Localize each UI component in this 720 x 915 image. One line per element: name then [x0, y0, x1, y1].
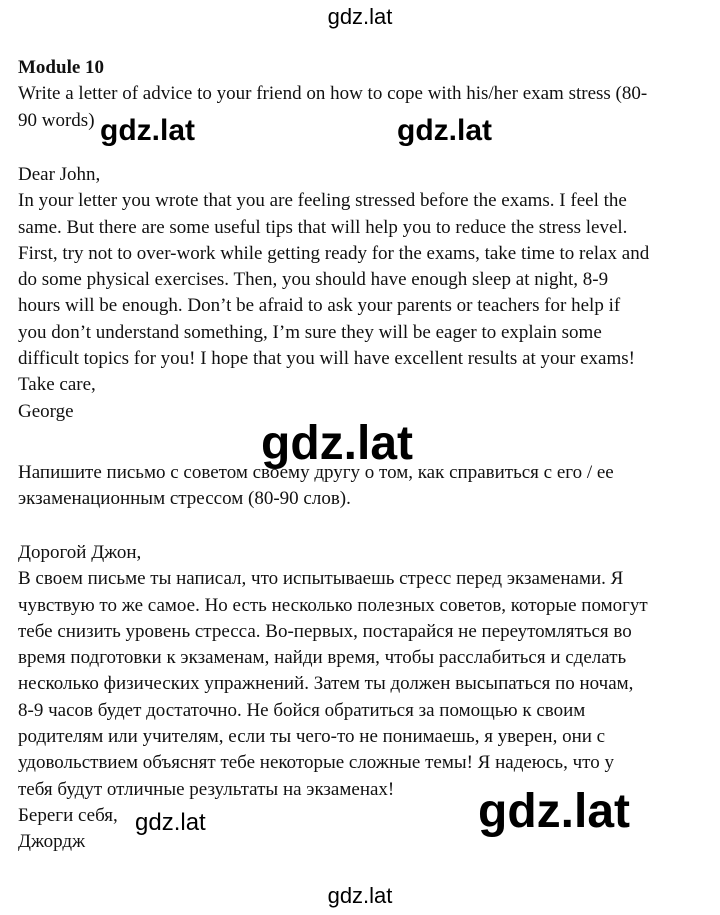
letter-line: 8-9 часов будет достаточно. Не бойся обратиться за помощью к своим — [18, 699, 586, 721]
watermark-bottom: gdz.lat — [327, 883, 393, 908]
watermark-overlay: gdz.lat — [261, 417, 413, 470]
watermark-overlay: gdz.lat — [478, 785, 630, 838]
english-letter — [18, 162, 708, 425]
letter-line: несколько физических упражнений. Затем ты должен высыпаться по ночам, — [18, 673, 634, 695]
watermark-overlay: gdz.lat — [135, 809, 206, 836]
letter-line: same. But there are some useful tips that will help you to reduce the stress level. — [18, 216, 628, 238]
task-line: Write a letter of advice to your friend on how to cope with his/her exam stress (80- — [18, 83, 648, 105]
task-line: Напишите письмо с советом своему другу о том, как справиться с его / ее — [18, 462, 614, 483]
letter-line: родителям или учителям, если ты чего-то не понимаешь, я уверен, они с — [18, 726, 606, 748]
letter-line: время подготовки к экзаменам, найди время, чтобы расслабиться и сделать — [18, 647, 627, 669]
module-heading: Module 10 — [18, 57, 105, 78]
letter-greeting: Dear John, — [18, 164, 101, 185]
letter-line: тебя будут отличные результаты на экзаменах! — [18, 778, 395, 800]
letter-closing: Береги себя, — [18, 804, 118, 826]
watermark-top: gdz.lat — [327, 4, 393, 29]
task-line: 90 words) — [18, 109, 95, 131]
letter-line: do some physical exercises. Then, you should have enough sleep at night, 8-9 — [18, 269, 609, 291]
watermark-overlay: gdz.lat — [397, 114, 492, 147]
watermark-overlay: gdz.lat — [100, 114, 195, 147]
letter-line: тебе снизить уровень стресса. Во-первых, постарайся не переутомляться во — [18, 620, 632, 642]
letter-line: you don’t understand something, I’m sure they will be eager to explain some — [18, 321, 602, 343]
letter-line: First, try not to over-work while getting ready for the exams, take time to relax and — [18, 242, 650, 264]
letter-line: чувствую то же самое. Но есть несколько полезных советов, которые помогут — [18, 594, 648, 616]
letter-closing: Take care, — [18, 374, 96, 396]
letter-line: In your letter you wrote that you are feeling stressed before the exams. I feel the — [18, 190, 627, 212]
letter-line: hours will be enough. Don’t be afraid to ask your parents or teachers for help if — [18, 295, 621, 317]
letter-line: В своем письме ты написал, что испытываешь стресс перед экзаменами. Я — [18, 568, 624, 590]
letter-signature: George — [18, 400, 74, 422]
letter-line: difficult topics for you! I hope that you will have excellent results at your exams! — [18, 348, 635, 370]
letter-signature: Джордж — [18, 831, 86, 853]
task-line: экзаменационным стрессом (80-90 слов). — [18, 488, 351, 510]
letter-greeting: Дорогой Джон, — [18, 542, 142, 563]
letter-line: удовольствием объяснят тебе некоторые сложные темы! Я надеюсь, что у — [18, 752, 614, 774]
